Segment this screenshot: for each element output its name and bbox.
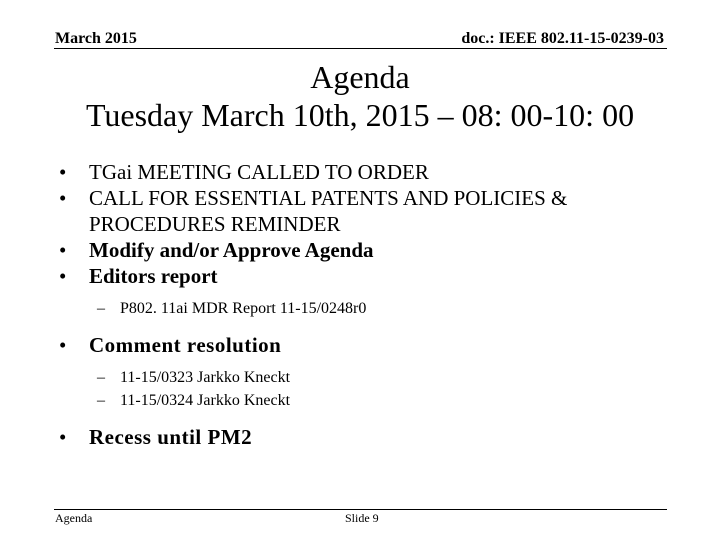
- sub-item: [89, 366, 696, 389]
- agenda-list: [56, 159, 696, 450]
- agenda-item-text: Editors report: [89, 264, 218, 288]
- agenda-item: [56, 332, 696, 412]
- agenda-item: [56, 237, 696, 263]
- sub-item: [89, 389, 696, 412]
- agenda-item: [56, 263, 696, 320]
- sub-item-text: 11-15/0323 Jarkko Kneckt: [120, 369, 291, 386]
- bullet-icon: •: [59, 160, 67, 184]
- slide-number: Slide 9: [345, 511, 379, 525]
- agenda-item-text: Comment resolution: [89, 333, 282, 357]
- agenda-item-text: CALL FOR ESSENTIAL PATENTS AND POLICIES & PROCEDURES REMINDER: [89, 186, 568, 236]
- agenda-item: [56, 159, 696, 185]
- title-line-1: Agenda: [310, 59, 410, 95]
- slide-title: [0, 58, 720, 134]
- sub-item-text: 11-15/0324 Jarkko Kneckt: [120, 392, 291, 409]
- sub-item-text: P802. 11ai MDR Report 11-15/0248r0: [120, 300, 367, 317]
- footer-label: Agenda: [55, 511, 93, 525]
- bullet-icon: •: [59, 333, 67, 357]
- title-line-2: Tuesday March 10th, 2015 – 08: 00-10: 00: [85, 97, 635, 133]
- sub-item: [89, 297, 696, 320]
- bullet-icon: •: [59, 264, 67, 288]
- header-divider: [54, 48, 667, 49]
- agenda-item: [56, 185, 696, 237]
- dash-icon: –: [97, 300, 105, 317]
- bullet-icon: •: [59, 186, 67, 210]
- agenda-item-text: TGai MEETING CALLED TO ORDER: [89, 160, 429, 184]
- dash-icon: –: [97, 392, 105, 409]
- bullet-icon: •: [59, 425, 67, 449]
- agenda-item: [56, 424, 696, 450]
- bullet-icon: •: [59, 238, 67, 262]
- header-date: March 2015: [55, 30, 137, 47]
- sub-list: [89, 366, 696, 412]
- dash-icon: –: [97, 369, 105, 386]
- agenda-item-text: Modify and/or Approve Agenda: [89, 238, 374, 262]
- footer-divider: [54, 509, 667, 510]
- header-doc-id: doc.: IEEE 802.11-15-0239-03: [461, 30, 664, 47]
- sub-list: [89, 297, 696, 320]
- agenda-item-text: Recess until PM2: [89, 425, 253, 449]
